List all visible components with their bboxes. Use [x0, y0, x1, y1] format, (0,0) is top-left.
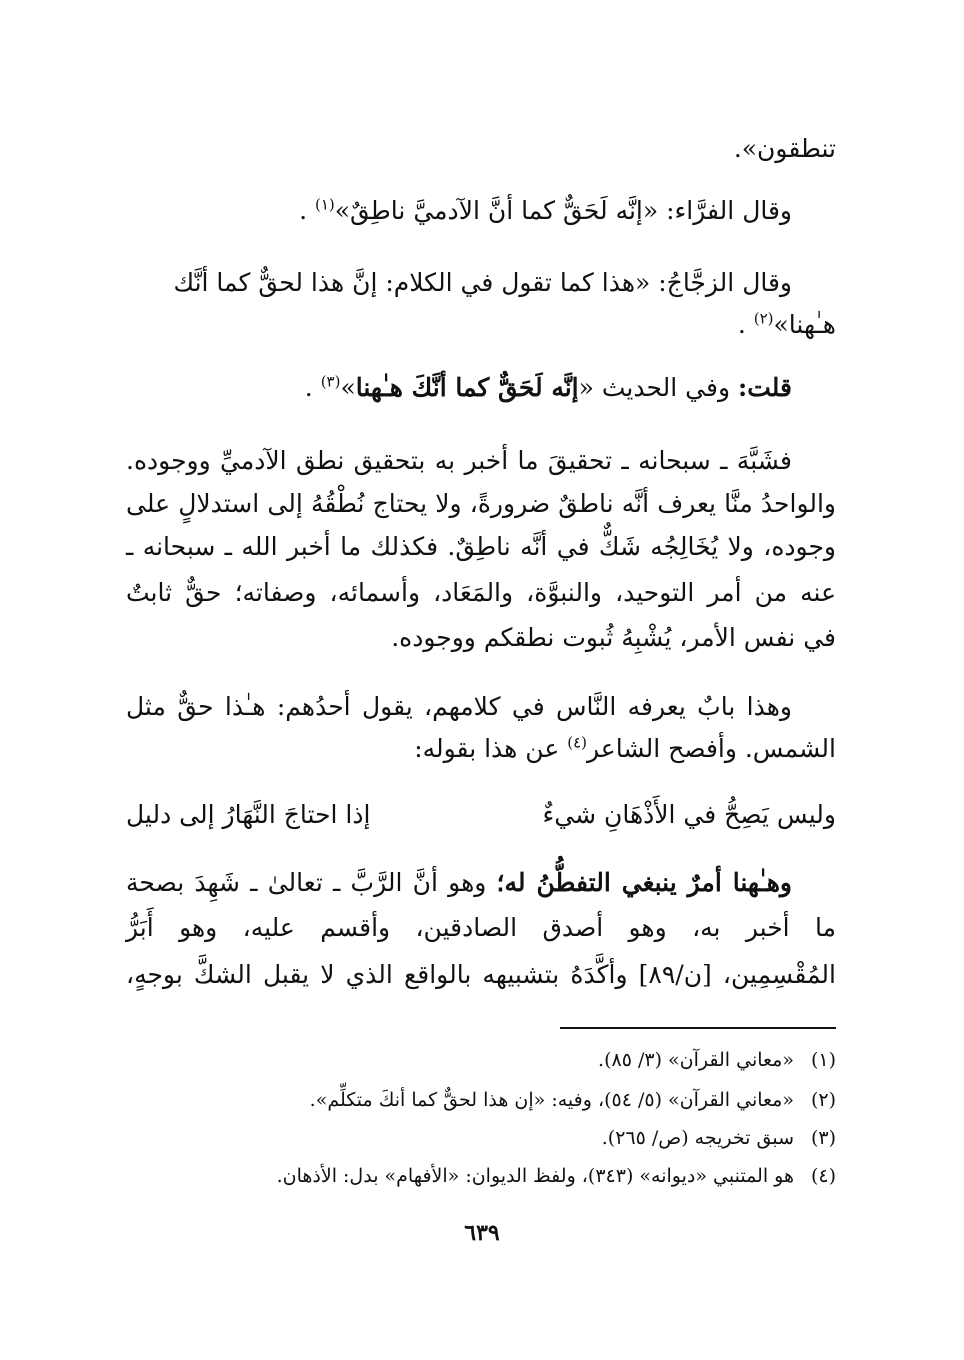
page-number: ٦٣٩ [464, 1220, 500, 1246]
footnote-3 [126, 1124, 836, 1152]
footnote-ref-2[interactable]: (٢) [753, 309, 774, 328]
text-line-4: هـٰهنا»$^{(٢)}$ . [737, 309, 836, 339]
footnote-number: (١) [810, 1049, 836, 1071]
footnote-ref-1[interactable]: (١) [314, 195, 335, 214]
poetry-verse [126, 800, 836, 840]
text-line-11: وهذا بابٌ يعرفه النَّاس في كلامهم، يقول أحدُهم: هـٰذا حقٌّ مثل [126, 692, 792, 721]
text-line-3: وقال الزجَّاجُ: «هذا كما تقول في الكلام: إنَّ هذا لحقٌّ كما أنَّك [173, 268, 792, 297]
text-line-15: المُقْسِمِين، [ن/٨٩] وأكَّدَهُ بتشبيهه بالواقع الذي لا يقبل الشكَّ بوجهٍ، [126, 960, 836, 989]
text-line-8: وجوده، ولا يُخَالِجُه شَكٌّ في أنَّه ناطِقٌ. فكذلك ما أخبر الله ـ سبحانه ـ [126, 532, 836, 561]
hadith-close: » [340, 373, 356, 402]
poet-intro: الشمس. وأفصح الشاعر [586, 734, 836, 763]
text-line-6: فشَبَّهَ ـ سبحانه ـ تحقيقَ ما أخبر به بتحقيق نطق الآدميِّ ووجوده. [126, 446, 792, 475]
footnote-ref-4[interactable]: (٤) [567, 733, 587, 752]
footnote-4 [126, 1162, 836, 1190]
hahuna-word: هـٰهنا» [773, 310, 836, 339]
verse-first-hemistich: وليس يَصِحُّ في الأَذْهَانِ شيءٌ [542, 800, 836, 829]
footnote-number: (٤) [810, 1165, 836, 1187]
text-line-9: عنه من أمر التوحيد، والنبوَّة، والمَعَاد، وأسمائه، وصفاته؛ حقٌّ ثابتٌ [126, 578, 836, 607]
text-line-12 [126, 731, 836, 767]
footnote-1 [126, 1046, 836, 1074]
text-line-5: قلت: وفي الحديث «إنَّه لَحَقٌّ كما أنَّكَ هـٰهنا»$^{(٣)}$ . [304, 372, 792, 402]
footnote-text: هو المتنبي «ديوانه» (٣٤٣)، ولفظ الديوان: «الأفهام» بدل: الأذهان. [276, 1165, 794, 1187]
footnote-text: «معاني القرآن» (٥/ ٥٤)، وفيه: «إن هذا لحقٌّ كما أنكَ متكلِّم». [309, 1089, 794, 1111]
text-line-2: وقال الفرَّاء: «إنَّه لَحَقٌّ كما أنَّ الآدميَّ ناطِقٌ»$^{(١)}$ . [299, 195, 792, 225]
footnote-number: (٣) [810, 1127, 836, 1149]
text-line-13 [126, 865, 836, 901]
text-line-7: والواحدُ منَّا يعرف أنَّه ناطقٌ ضرورةً، ولا يحتاج نُطْقُهُ إلى استدلالٍ على [126, 489, 836, 518]
qultu-label: قلت: [737, 373, 792, 402]
text-line-10: في نفس الأمر، يُشْبِهُ ثُبوت نطقكم ووجوده. [391, 623, 836, 652]
poet-intro-end: عن هذا بقوله: [414, 734, 560, 763]
footnote-ref-3[interactable]: (٣) [320, 372, 341, 391]
footnote-number: (٢) [810, 1089, 836, 1111]
verse-second-hemistich: إذا احتاجَ النَّهَارُ إلى دليل [126, 800, 371, 829]
footnote-text: «معاني القرآن» (٣/ ٨٥). [598, 1049, 794, 1071]
footnote-2 [126, 1086, 836, 1114]
footnote-text: سبق تخريجه (ص/ ٢٦٥). [601, 1127, 794, 1149]
farra-quote: وقال الفرَّاء: «إنَّه لَحَقٌّ كما أنَّ الآدميَّ ناطِقٌ» [334, 196, 792, 225]
footnote-separator [560, 1027, 836, 1029]
note-continue: وهو أنَّ الرَّبَّ ـ تعالىٰ ـ شَهِدَ بصحة [126, 868, 487, 897]
hadith-text: إنَّه لَحَقٌّ كما أنَّكَ هـٰهنا [355, 373, 579, 402]
text-line-14: ما أخبر به، وهو أصدق الصادقين، وأقسم عليه، وهو أَبَرُّ [126, 913, 836, 942]
hadith-intro: وفي الحديث « [578, 373, 731, 402]
text-line-1: تنطقون». [733, 134, 836, 163]
bold-note: وهـٰهنا أمرٌ ينبغي التفطُّنُ له؛ [496, 868, 792, 897]
